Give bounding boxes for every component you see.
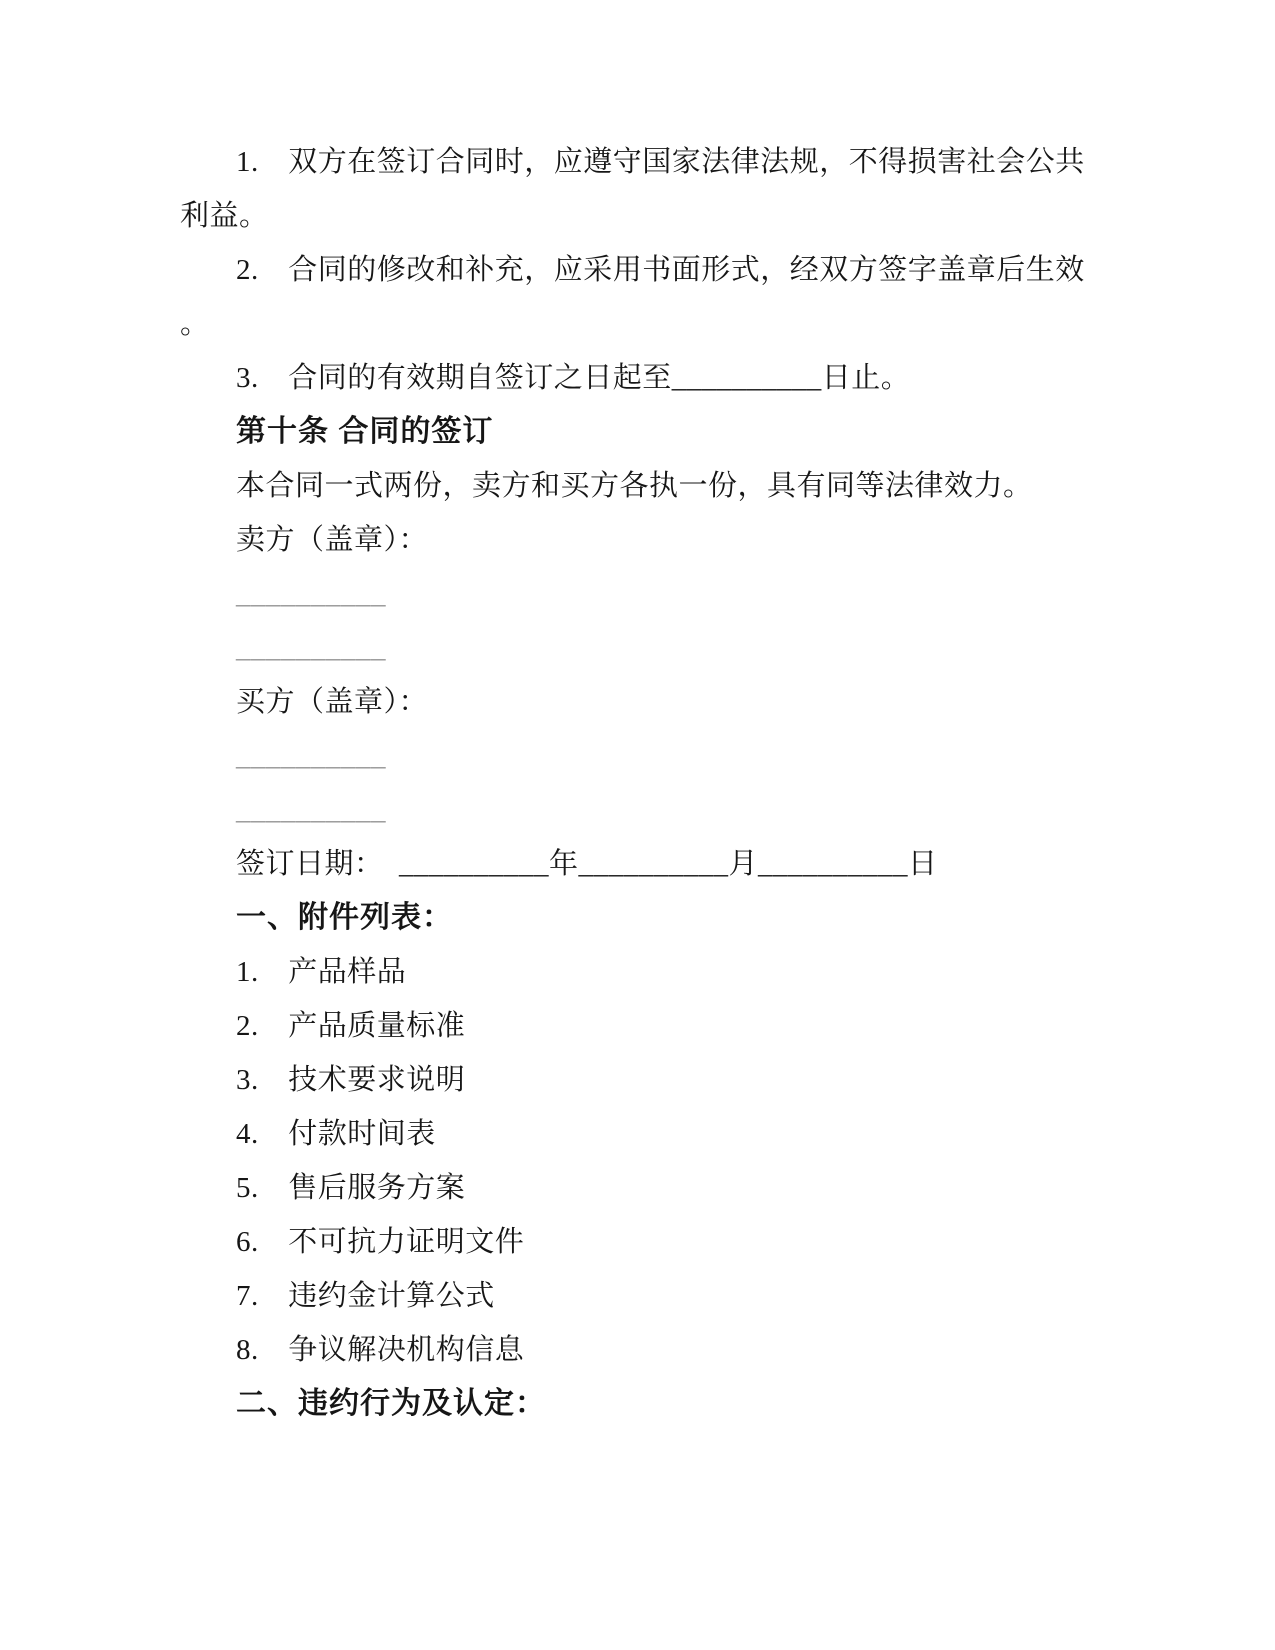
clause-3-validity-blank: 3. 合同的有效期自签订之日起至__________日止。 <box>236 362 911 394</box>
attachment-item-1: 1. 产品样品 <box>236 956 407 988</box>
seller-signature-line-2: __________ <box>236 632 386 664</box>
article-10-body: 本合同一式两份，卖方和买方各执一份，具有同等法律效力。 <box>236 470 1033 502</box>
seller-signature-line-1: __________ <box>236 578 386 610</box>
attachment-item-5: 5. 售后服务方案 <box>236 1172 466 1204</box>
document-body <box>180 135 1120 1431</box>
attachment-item-3: 3. 技术要求说明 <box>236 1064 466 1096</box>
buyer-signature-line-2: __________ <box>236 794 386 826</box>
seller-seal-label: 卖方（盖章）： <box>236 524 429 556</box>
attachments-heading: 一、附件列表： <box>236 901 453 934</box>
article-10-heading: 第十条 合同的签订 <box>236 415 494 448</box>
buyer-seal-label: 买方（盖章）： <box>236 686 429 718</box>
attachment-item-2: 2. 产品质量标准 <box>236 1010 466 1042</box>
signing-date-blanks: 签订日期： __________年__________月__________日 <box>236 848 938 880</box>
clause-1-text-line-2: 利益。 <box>180 200 269 232</box>
attachment-item-6: 6. 不可抗力证明文件 <box>236 1226 525 1258</box>
clause-1-text-line-1: 1. 双方在签订合同时，应遵守国家法律法规，不得损害社会公共 <box>236 146 1085 178</box>
clause-2-text-line-1: 2. 合同的修改和补充，应采用书面形式，经双方签字盖章后生效 <box>236 254 1085 286</box>
attachment-item-4: 4. 付款时间表 <box>236 1118 436 1150</box>
attachment-item-8: 8. 争议解决机构信息 <box>236 1334 525 1366</box>
breach-section-heading: 二、违约行为及认定： <box>236 1387 546 1420</box>
attachment-item-7: 7. 违约金计算公式 <box>236 1280 495 1312</box>
buyer-signature-line-1: __________ <box>236 740 386 772</box>
clause-2-text-line-2: 。 <box>180 308 210 340</box>
